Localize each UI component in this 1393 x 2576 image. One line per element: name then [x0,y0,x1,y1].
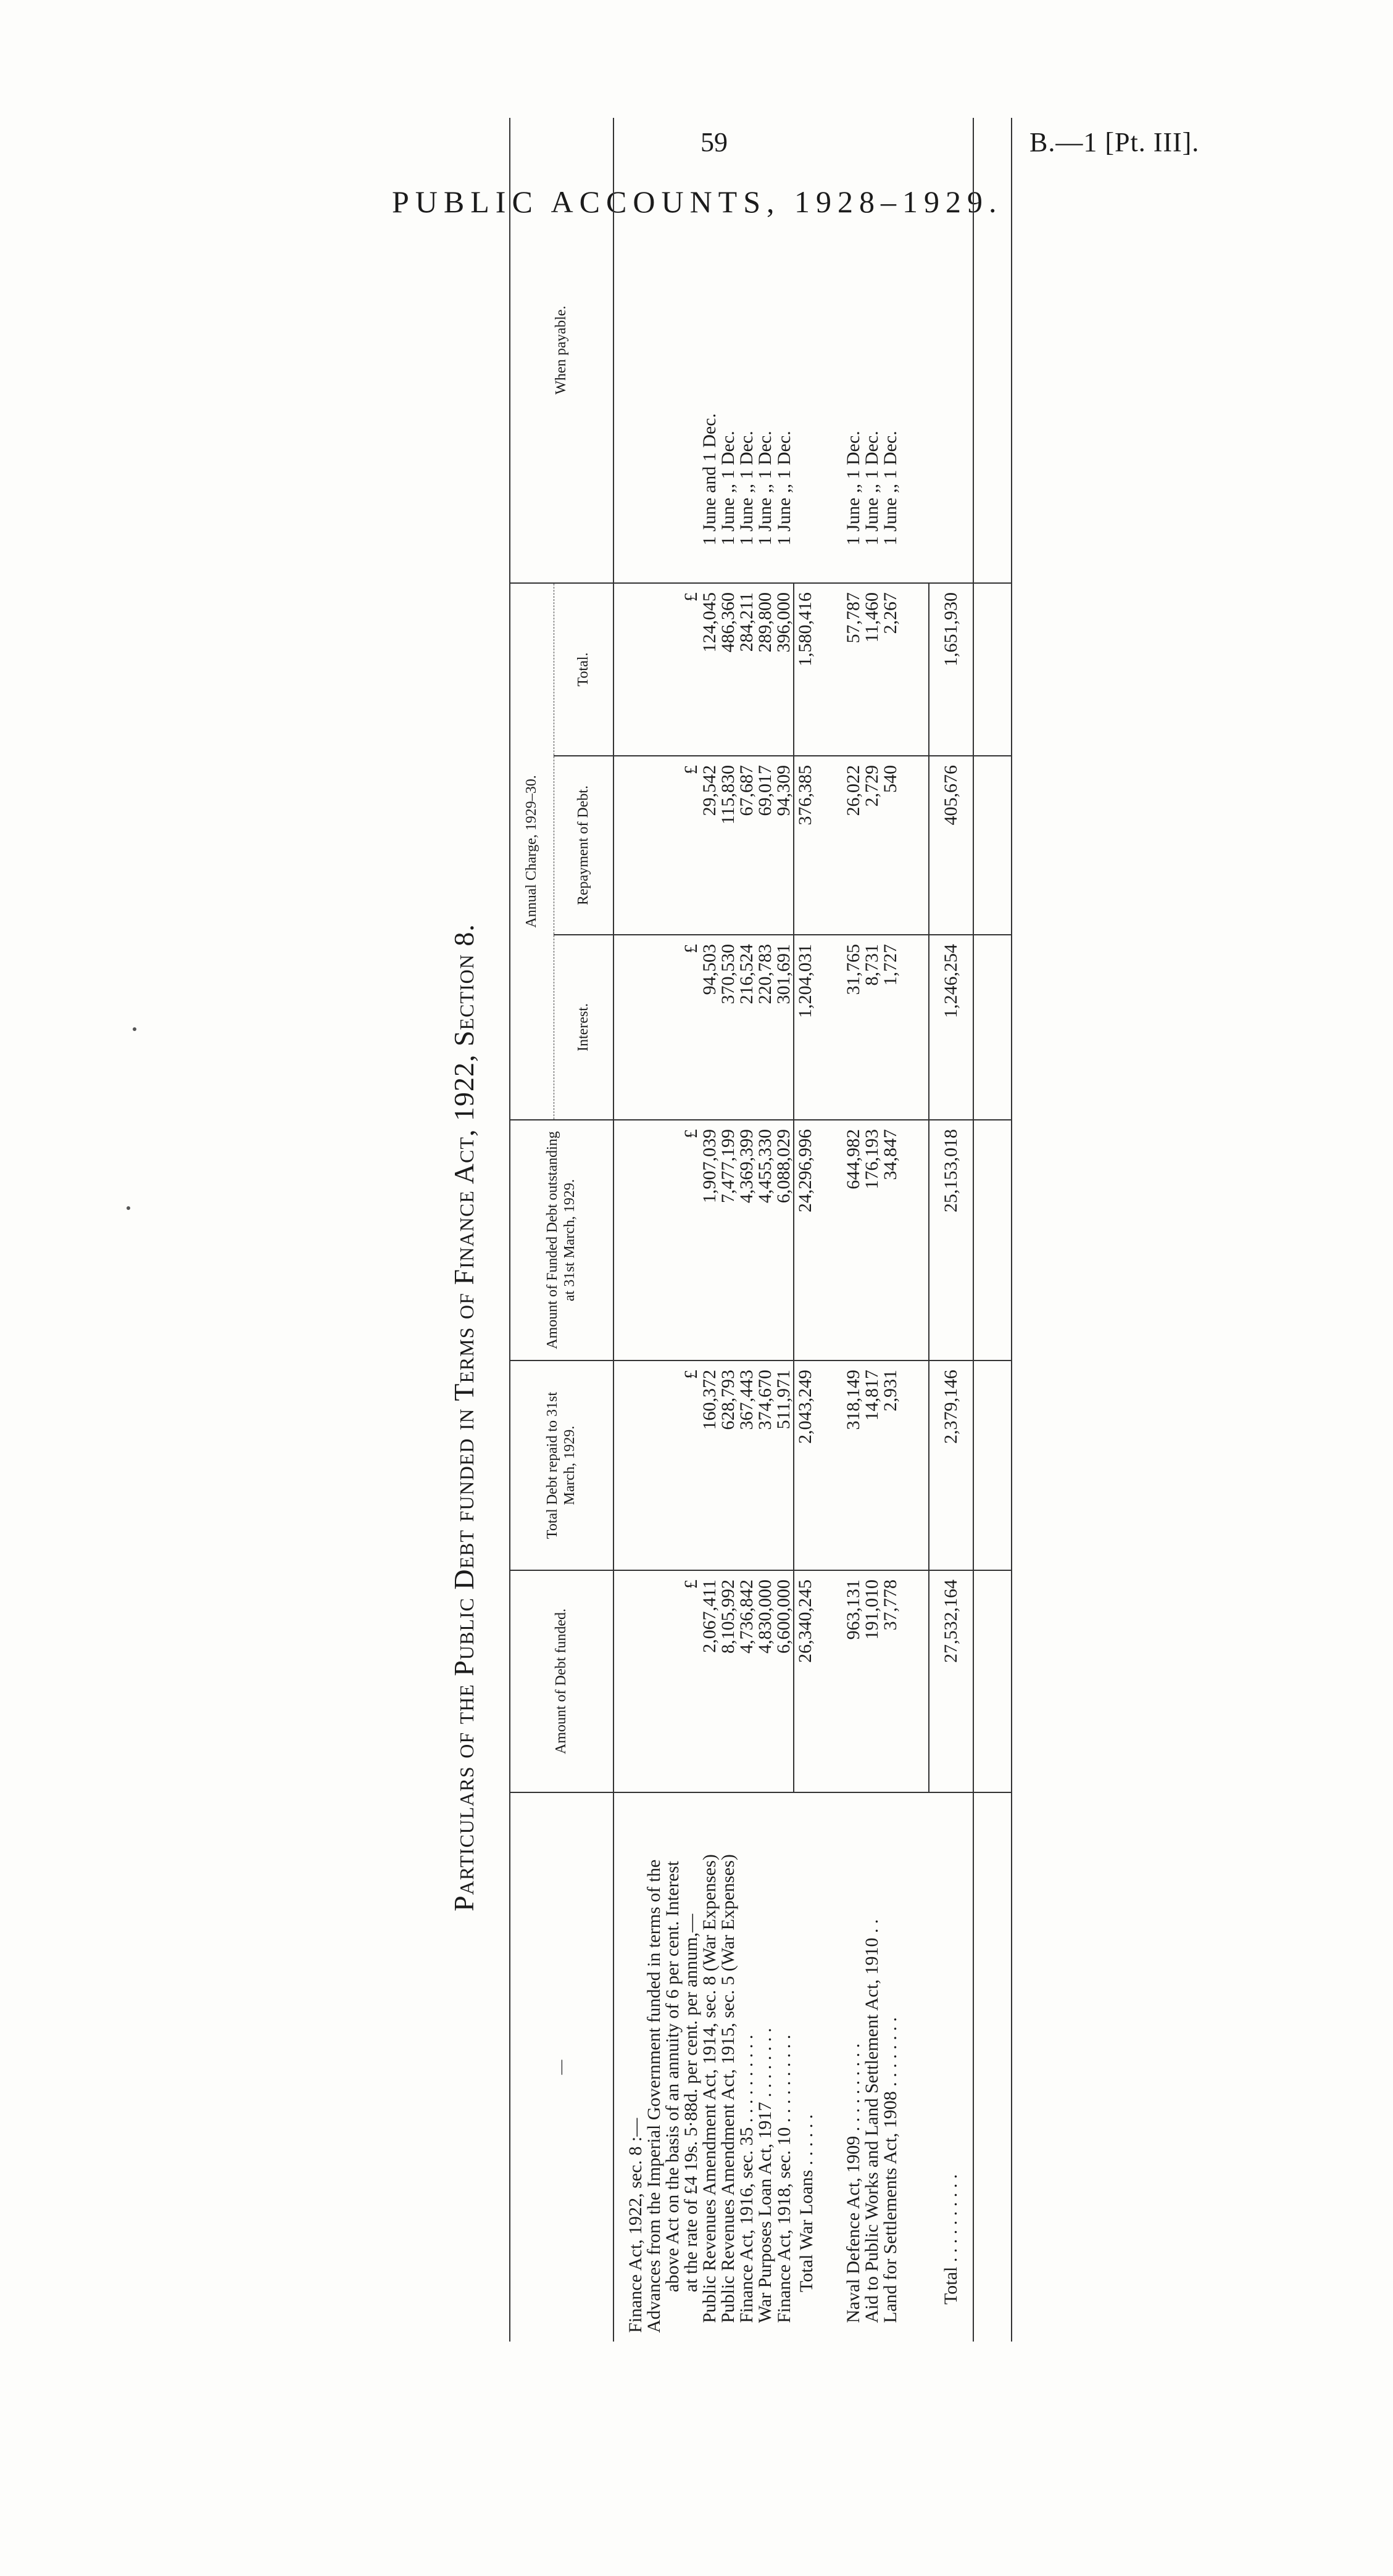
amount-outstanding-cell: 4,369,399 [738,1120,756,1360]
repayment-cell: 540 [881,756,900,935]
total-charge-cell: 11,460 [863,583,881,756]
interest-cell: 216,524 [738,935,756,1120]
other-loan-row [881,118,900,2342]
repayment-cell: 29,542 [701,756,719,935]
when-payable-cell [794,118,816,583]
row-label: Public Revenues Amendment Act, 1915, sec. 5 (War Expenses) [718,1854,738,2323]
row-label: Total War Loans . . . . . . [796,2114,817,2292]
repayment-cell: 26,022 [844,756,863,935]
table-body [613,118,1012,2342]
intro-line: Finance Act, 1922, sec. 8 :— [625,2118,646,2333]
when-payable-cell: 1 June ,, 1 Dec. [863,118,881,583]
col-header-when-payable: When payable. [510,118,613,583]
currency-symbol: £ [682,583,701,756]
when-payable-cell: 1 June ,, 1 Dec. [756,118,775,583]
interest-cell: 301,691 [775,935,794,1120]
intro-row [682,118,701,2342]
print-speck [133,1027,136,1031]
amount-funded-cell: 37,778 [881,1570,900,1792]
war-loan-row [738,118,756,2342]
col-header-total-repaid: Total Debt repaid to 31st March, 1929. [510,1360,613,1570]
col-header-total: Total. [554,583,614,756]
total-repaid-cell: 160,372 [701,1360,719,1570]
row-label: War Purposes Loan Act, 1917 . . . . . . . . [755,2027,775,2323]
amount-outstanding-cell: 1,907,039 [701,1120,719,1360]
when-payable-cell: 1 June ,, 1 Dec. [719,118,738,583]
total-charge-cell: 124,045 [701,583,719,756]
document-title: PUBLIC ACCOUNTS, 1928–1929. [392,184,1003,219]
interest-cell: 94,503 [701,935,719,1120]
amount-outstanding-cell: 4,455,330 [756,1120,775,1360]
war-loan-row [701,118,719,2342]
amount-funded-cell: 26,340,245 [794,1570,816,1792]
intro-line: Advances from the Imperial Government funded in terms of the [644,1859,664,2333]
currency-symbol: £ [682,1570,701,1792]
row-label: Public Revenues Amendment Act, 1914, sec. 8 (War Expenses) [699,1854,720,2323]
when-payable-cell: 1 June ,, 1 Dec. [844,118,863,583]
intro-line: at the rate of £4 19s. 5·88d. per cent. per annum,— [681,1913,701,2292]
currency-symbol: £ [682,1360,701,1570]
repayment-cell: 2,729 [863,756,881,935]
total-war-loans-row [794,118,816,2342]
war-loan-row [775,118,794,2342]
total-charge-cell: 396,000 [775,583,794,756]
when-payable-cell: 1 June ,, 1 Dec. [738,118,756,583]
row-label: Aid to Public Works and Land Settlement Act, 1910 . . [862,1919,882,2323]
total-charge-cell: 2,267 [881,583,900,756]
total-repaid-cell: 628,793 [719,1360,738,1570]
total-repaid-cell: 318,149 [844,1360,863,1570]
amount-outstanding-cell: 7,477,199 [719,1120,738,1360]
funded-debt-table [509,118,1012,2342]
amount-outstanding-cell: 34,847 [881,1120,900,1360]
col-header-annual-charge: Annual Charge, 1929–30. [510,583,554,1120]
when-payable-cell: 1 June ,, 1 Dec. [881,118,900,583]
total-charge-cell: 1,651,930 [929,583,973,756]
print-speck [127,1206,130,1210]
total-charge-cell: 486,360 [719,583,738,756]
total-charge-cell: 289,800 [756,583,775,756]
intro-line: above Act on the basis of an annuity of 6 per cent. Interest [662,1861,683,2292]
rotated-table-region [367,259,1210,2576]
total-repaid-cell: 2,931 [881,1360,900,1570]
currency-symbol: £ [682,1120,701,1360]
when-payable-cell [929,118,973,583]
interest-cell: 1,727 [881,935,900,1120]
total-repaid-cell: 374,670 [756,1360,775,1570]
other-loan-row [844,118,863,2342]
repayment-cell: 115,830 [719,756,738,935]
amount-outstanding-cell: 24,296,996 [794,1120,816,1360]
total-repaid-cell: 367,443 [738,1360,756,1570]
repayment-cell: 67,687 [738,756,756,935]
amount-outstanding-cell: 644,982 [844,1120,863,1360]
row-label: Naval Defence Act, 1909 . . . . . . . . . . [843,2043,863,2323]
spacer-row [900,118,929,2342]
total-repaid-cell: 2,379,146 [929,1360,973,1570]
war-loan-row [719,118,738,2342]
intro-row [663,118,682,2342]
row-label: Total . . . . . . . . . . [929,1792,973,2342]
total-repaid-cell: 2,043,249 [794,1360,816,1570]
amount-funded-cell: 4,830,000 [756,1570,775,1792]
currency-symbol: £ [682,756,701,935]
amount-outstanding-cell: 6,088,029 [775,1120,794,1360]
war-loan-row [756,118,775,2342]
intro-row [613,118,645,2342]
row-label: Finance Act, 1916, sec. 35 . . . . . . . . . . [736,2034,757,2323]
col-header-amount-outstanding: Amount of Funded Debt outstanding at 31st March, 1929. [510,1120,613,1360]
row-label: Land for Settlements Act, 1908 . . . . . . . . [880,2017,900,2323]
total-charge-cell: 1,580,416 [794,583,816,756]
col-header-particulars: — [510,1792,613,2342]
intro-row [645,118,663,2342]
repayment-cell: 405,676 [929,756,973,935]
page-number: 59 [701,127,728,157]
col-header-amount-funded: Amount of Debt funded. [510,1570,613,1792]
spacer-row [973,118,1012,2342]
currency-symbol: £ [682,935,701,1120]
amount-outstanding-cell: 25,153,018 [929,1120,973,1360]
amount-funded-cell: 4,736,842 [738,1570,756,1792]
total-repaid-cell: 14,817 [863,1360,881,1570]
col-header-repayment: Repayment of Debt. [554,756,614,935]
total-charge-cell: 284,211 [738,583,756,756]
repayment-cell: 376,385 [794,756,816,935]
interest-cell: 220,783 [756,935,775,1120]
part-reference: B.—1 [Pt. III]. [1029,127,1200,157]
row-label: Finance Act, 1918, sec. 10 . . . . . . . . . . [773,2034,794,2323]
amount-funded-cell: 6,600,000 [775,1570,794,1792]
amount-funded-cell: 191,010 [863,1570,881,1792]
spacer-row [816,118,844,2342]
amount-funded-cell: 8,105,992 [719,1570,738,1792]
table-title: Particulars of the Public Debt funded in Terms of Finance Act, 1922, Section 8. [448,924,480,1911]
when-payable-cell: 1 June ,, 1 Dec. [775,118,794,583]
grand-total-row [929,118,973,2342]
other-loan-row [863,118,881,2342]
repayment-cell: 69,017 [756,756,775,935]
amount-outstanding-cell: 176,193 [863,1120,881,1360]
amount-funded-cell: 2,067,411 [701,1570,719,1792]
total-charge-cell: 57,787 [844,583,863,756]
when-payable-cell: 1 June and 1 Dec. [701,118,719,583]
total-repaid-cell: 511,971 [775,1360,794,1570]
repayment-cell: 94,309 [775,756,794,935]
interest-cell: 1,246,254 [929,935,973,1120]
interest-cell: 31,765 [844,935,863,1120]
interest-cell: 370,530 [719,935,738,1120]
col-header-interest: Interest. [554,935,614,1120]
amount-funded-cell: 27,532,164 [929,1570,973,1792]
interest-cell: 1,204,031 [794,935,816,1120]
interest-cell: 8,731 [863,935,881,1120]
amount-funded-cell: 963,131 [844,1570,863,1792]
